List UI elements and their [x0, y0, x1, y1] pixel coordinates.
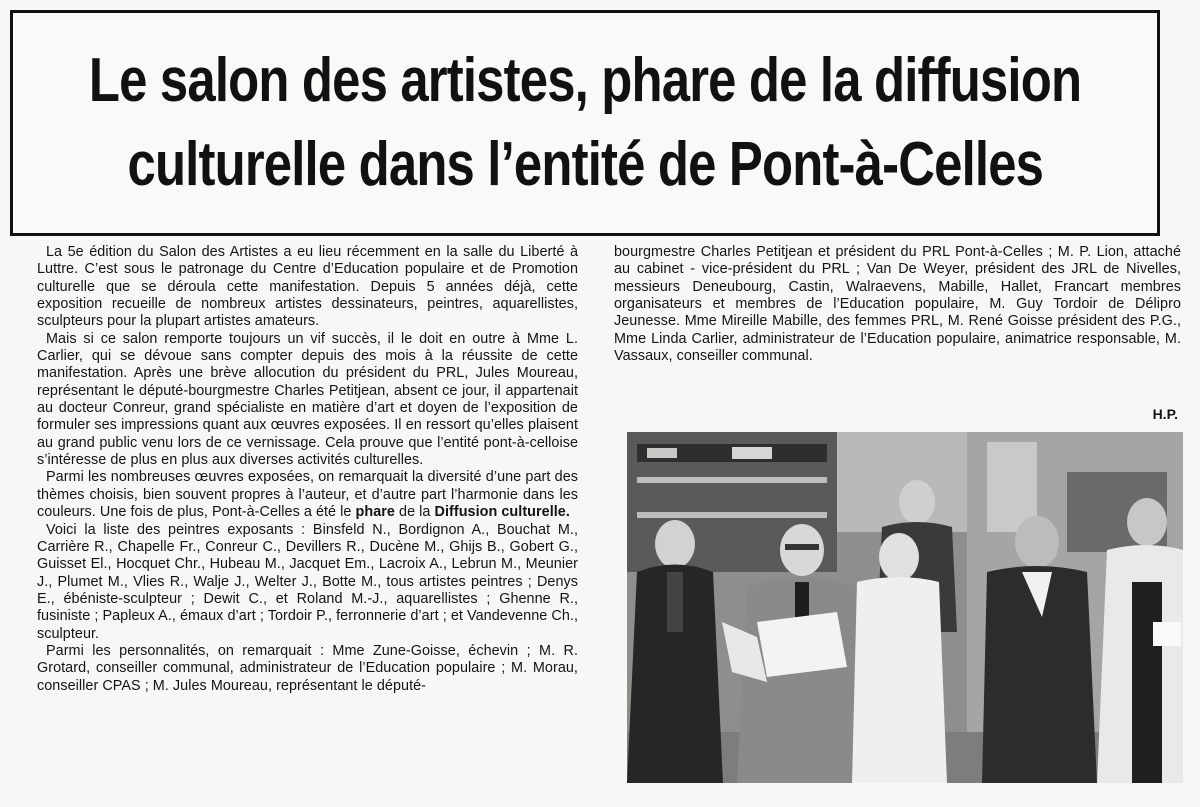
article-paragraph-5: Parmi les personnalités, on remarquait : Mme Zune-Goisse, échevin ; M. R. Grotard, conseiller communal, administrateur de l’Education populaire ; M. Morau, conseiller CPAS ; M. Jules Moureau, représentant le député- [37, 642, 578, 694]
author-signature: H.P. [1152, 406, 1178, 422]
article-column-right [614, 244, 1181, 365]
headline-box [10, 10, 1160, 236]
article-column-left [37, 244, 578, 695]
article-paragraph-2: Mais si ce salon remporte toujours un vif succès, il le doit en outre à Mme L. Carlier, qui se dévoue sans compter depuis des mois à la réussite de cette manifestation. Après une brève allocution du président du PRL, Jules Moureau, représentant le député-bourgmestre Charles Petitjean, absent ce jour, il appartenait au docteur Conreur, grand spécialiste en matière d’art et doyen de l’exposition de formuler ses impressions quant aux œuvres exposées. Il en ressort qu’elles plaisent au grand public venu lors de ce vernissage. Cela prouve que l’entité pont-à-celloise s’intéresse de plus en plus aux diverses activités culturelles. [37, 330, 578, 469]
bold-diffusion-culturelle: Diffusion culturelle. [434, 504, 570, 521]
article-paragraph-4: Voici la liste des peintres exposants : Binsfeld N., Bordignon A., Bouchat M., Carrière R., Chapelle Fr., Conreur C., Devillers R., Ducène M., Ghijs B., Gobert G., Guisset El., Hocquet Chr., Hubeau M., Jacquet Em., Lacroix A., Lebrun M., Meunier J., Plumet M., Vlies R., Walje J., Welter J., Botte M., tous artistes peintres ; Denys E., ébéniste-sculpteur ; Dewit C., et Roland M.-J., aquarellistes ; Ghenne R., fusiniste ; Papleux A., émaux d’art ; Tordoir P., ferronnerie d’art ; et Vandevenne Ch., sculpteur. [37, 521, 578, 642]
article-paragraph-6: bourgmestre Charles Petitjean et président du PRL Pont-à-Celles ; M. P. Lion, attaché au cabinet - vice-président du PRL ; Van De Weyer, président des JRL de Nivelles, messieurs Deneubourg, Castin, Walraevens, Mabille, Hallet, Francart membres organisateurs et membres de l’Education populaire, M. Guy Tordoir de Délipro Jeunesse. Mme Mireille Mabille, des femmes PRL, M. René Goisse président des P.G., Mme Linda Carlier, administrateur de l’Education populaire, animatrice responsable, M. Vassaux, conseiller communal. [614, 244, 1181, 365]
group-photo [627, 432, 1183, 783]
article-paragraph-3-text: Parmi les nombreuses œuvres exposées, on remarquait la diversité d’une part des thèmes choisis, bien souvent propres à l’auteur, et d’autre part l’harmonie dans les couleurs. Une fois de plus, Pont-à-Celles a été le [37, 469, 578, 521]
article-paragraph-3-middle: de la [394, 504, 435, 521]
bold-phare: phare [355, 504, 395, 521]
group-photo-illustration [627, 432, 1183, 783]
headline-line-1: Le salon des artistes, phare de la diffusion [88, 46, 1082, 115]
article-paragraph-3 [37, 469, 578, 521]
article-paragraph-1: La 5e édition du Salon des Artistes a eu lieu récemment en la salle du Liberté à Luttre. C’est sous le patronage du Centre d’Education populaire et de Promotion culturelle que se déroula cette manifestation. Depuis 5 années déjà, cette exposition recueille de nombreux artistes dessinateurs, peintres, aquarellistes, sculpteurs pour la plupart artistes amateurs. [37, 244, 578, 330]
headline-line-2: culturelle dans l’entité de Pont-à-Celles [127, 130, 1043, 199]
